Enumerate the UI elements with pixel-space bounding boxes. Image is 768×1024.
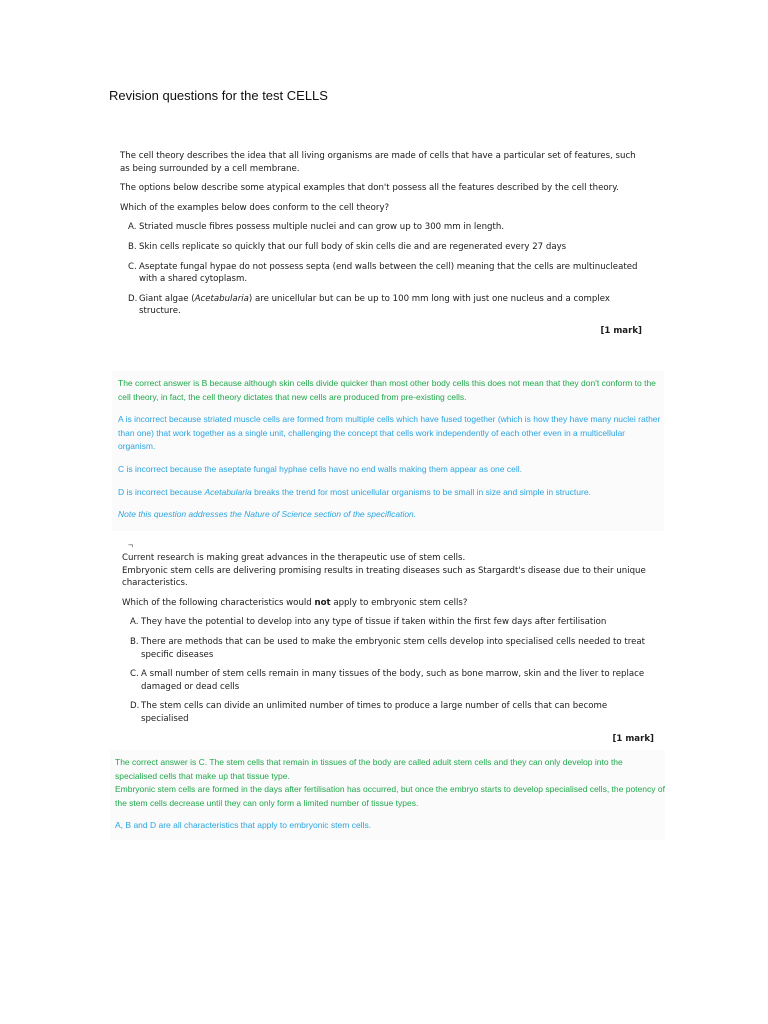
a2-others-text: are all characteristics that apply to embryonic stem cells. <box>156 820 372 831</box>
q1-intro-1: The cell theory describes the idea that all living organisms are made of cells that have a particular set of features, such as being surrounded by a cell membrane. <box>120 151 636 174</box>
option-text: There are methods that can be used to make the embryonic stem cells develop into specialised cells needed to treat specific diseases <box>141 636 646 660</box>
option-letter: B. <box>130 636 139 647</box>
answer-1 <box>112 371 664 531</box>
a1-text-d-post: breaks the trend for most unicellular organisms to be small in size and simple in structure. <box>251 486 591 497</box>
a1-correct-pre: The correct answer is <box>118 378 202 388</box>
q2-intro-1: Current research is making great advances in the therapeutic use of stem cells. <box>122 553 466 563</box>
a2-correct-pre: The correct answer is <box>115 757 199 767</box>
option-letter: B. <box>128 241 137 252</box>
a1-letter-c: C <box>118 463 125 474</box>
q2-question-post: apply to embryonic stem cells? <box>330 597 468 608</box>
q2-question-pre: Which of the following characteristics would <box>122 597 315 608</box>
stray-mark: ¬ <box>128 540 134 550</box>
a1-letter-a: A <box>118 414 124 425</box>
a1-correct-letter: B <box>201 378 208 388</box>
option-text-post: ) are unicellular but can be up to 100 mm long with just one nucleus and a complex structure. <box>139 293 610 317</box>
option-letter: D. <box>128 293 138 304</box>
q1-option-d <box>128 293 642 318</box>
question-1 <box>120 150 642 338</box>
a2-correct-line2: Embryonic stem cells are formed in the days after fertilisation has occurred, but once the embryo starts to develop specialised cells, the potency of the stem cells decrease until they can only form a limited number of tissue types. <box>115 784 665 808</box>
a2-correct <box>115 756 665 810</box>
a1-incorrect-a <box>118 413 664 454</box>
q2-option-a <box>130 616 654 629</box>
option-text: Skin cells replicate so quickly that our full body of skin cells die and are regenerated every 27 days <box>139 241 567 252</box>
page-title: Revision questions for the test CELLS <box>109 88 328 103</box>
a1-correct-post: because although skin cells divide quicker than most other body cells this does not mean that they don't conform to the cell theory, in fact, the cell theory dictates that new cells are produced from pre-existing cells. <box>118 378 656 402</box>
option-text-italic: Acetabularia <box>194 293 249 304</box>
q2-question <box>122 597 654 610</box>
a1-correct <box>118 377 664 404</box>
a2-others <box>115 819 665 833</box>
a2-letter-b: B <box>125 820 132 831</box>
a2-letter-a: A <box>115 820 121 831</box>
a1-letter-d: D <box>118 486 125 497</box>
option-letter: D. <box>130 701 140 712</box>
a1-note: Note this question addresses the Nature of Science section of the specification. <box>118 509 417 520</box>
option-letter: A. <box>128 222 137 233</box>
q1-option-c <box>128 261 642 286</box>
a1-incorrect-d <box>118 486 664 500</box>
q1-question: Which of the examples below does conform to the cell theory? <box>120 202 390 213</box>
option-text: Striated muscle fibres possess multiple nuclei and can grow up to 300 mm in length. <box>139 222 505 233</box>
a2-correct-letter: C <box>198 757 205 767</box>
option-text: Aseptate fungal hypae do not possess septa (end walls between the cell) meaning that the cells are multinucleated with a shared cytoplasm. <box>139 261 638 285</box>
option-text <box>139 293 642 318</box>
q2-intro <box>122 552 654 590</box>
option-text-pre: Giant algae ( <box>139 293 195 304</box>
option-letter: C. <box>130 669 139 680</box>
a1-incorrect-c <box>118 463 664 477</box>
question-2 <box>122 552 654 745</box>
q1-mark: [1 mark] <box>600 325 642 336</box>
answer-2 <box>110 750 665 840</box>
q2-option-b <box>130 636 654 661</box>
a1-text-d-mid: is incorrect because <box>124 486 205 497</box>
q2-question-bold: not <box>314 597 331 608</box>
q2-option-d <box>130 700 654 725</box>
option-text: A small number of stem cells remain in many tissues of the body, such as bone marrow, skin and the liver to replace damaged or dead cells <box>141 669 645 692</box>
a2-correct-post: . The stem cells that remain in tissues of the body are called adult stem cells and they can only develop into the specialised cells that make up that tissue type. <box>115 757 623 781</box>
option-letter: C. <box>128 261 137 272</box>
option-text: They have the potential to develop into any type of tissue if taken within the first few days after fertilisation <box>141 617 607 628</box>
a2-sep-1: , <box>120 820 126 831</box>
q1-option-b <box>128 241 642 254</box>
q2-intro-2: Embryonic stem cells are delivering promising results in treating diseases such as Stargardt's disease due to their unique characteristics. <box>122 565 646 589</box>
option-text: The stem cells can divide an unlimited number of times to produce a large number of cells that can become specialised <box>141 701 608 724</box>
q2-mark: [1 mark] <box>612 733 654 744</box>
q1-intro-2: The options below describe some atypical examples that don't possess all the features described by the cell theory. <box>120 183 619 194</box>
q2-option-c <box>130 668 654 693</box>
option-letter: A. <box>130 617 139 628</box>
a2-sep-2: and <box>131 820 150 831</box>
a1-text-c: is incorrect because the aseptate fungal hyphae cells have no end walls making them appear as one cell. <box>124 463 522 474</box>
a2-letter-d: D <box>149 820 157 831</box>
a1-text-d-italic: Acetabularia <box>204 486 252 497</box>
q1-option-a <box>128 221 642 234</box>
a1-text-a: is incorrect because striated muscle cells are formed from multiple cells which have fused together (which is how they have many nuclei rather than one) that work together as a single unit, challenging the concept that cells work independently of each other even in a multicellular organism. <box>118 414 661 452</box>
